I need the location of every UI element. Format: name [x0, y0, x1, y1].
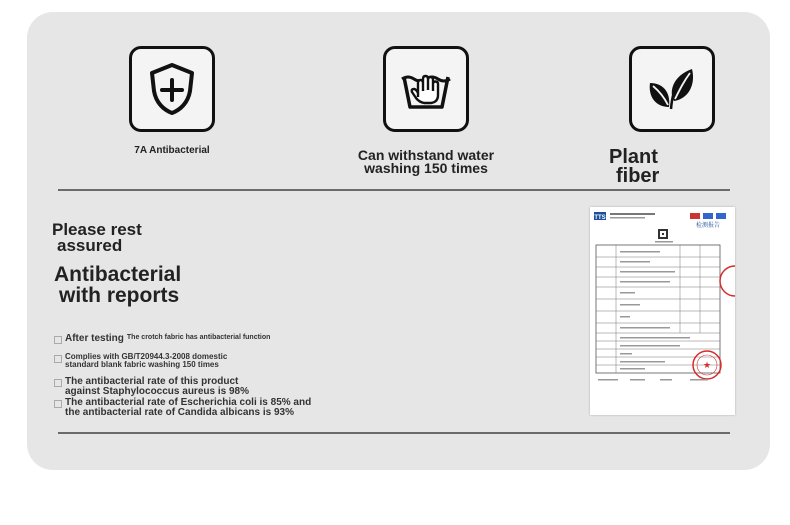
test-notes [54, 332, 364, 418]
feature-label-line: Plant [609, 146, 658, 168]
heading-line: Antibacterial [54, 263, 182, 286]
divider [58, 189, 730, 191]
test-report-image [590, 207, 735, 415]
shield-plus-icon [144, 61, 200, 117]
icon-frame [129, 46, 215, 132]
icon-frame [383, 46, 469, 132]
content-panel [27, 12, 770, 470]
leaf-icon [644, 61, 700, 117]
note-text [65, 377, 249, 397]
heading-rest-assured [52, 222, 142, 254]
feature-label: 7A Antibacterial [134, 145, 210, 156]
icon-frame [629, 46, 715, 132]
bullet-icon [54, 336, 62, 344]
report-document-icon [590, 207, 735, 415]
note-line: the antibacterial rate of Candida albicans is 93% [65, 407, 294, 418]
heading-line: Please rest [52, 220, 142, 239]
feature-antibacterial [82, 46, 262, 156]
note-item [54, 353, 364, 369]
feature-washable [336, 46, 516, 176]
note-line: standard blank fabric washing 150 times [65, 360, 219, 369]
feature-label-line: washing 150 times [364, 160, 488, 177]
heading-with-reports [54, 265, 181, 306]
note-item [54, 377, 364, 397]
svg-text:★: ★ [702, 361, 712, 371]
note-line: against Staphylococcus aureus is 98% [65, 386, 249, 397]
note-line: Complies with GB/T20944.3-2008 domestic [65, 352, 228, 361]
bullet-icon [54, 400, 62, 408]
feature-plant-fiber [582, 46, 762, 186]
note-text [65, 398, 311, 418]
note-text [65, 353, 227, 369]
feature-label [336, 149, 516, 176]
bullet-icon [54, 379, 62, 387]
divider [58, 432, 730, 434]
feature-label-line: fiber [616, 165, 660, 187]
note-line: The antibacterial rate of this product [65, 376, 239, 387]
feature-label-line: Can withstand water [357, 147, 495, 163]
note-item [54, 334, 364, 344]
feature-label [582, 148, 709, 186]
report-title: 检测报告 [695, 222, 721, 229]
note-subtext: The crotch fabric has antibacterial function [126, 334, 271, 341]
hand-wash-icon [398, 61, 454, 117]
heading-line: assured [57, 236, 123, 256]
heading-line: with reports [59, 283, 180, 307]
bullet-icon [54, 355, 62, 363]
note-text: After testing [65, 333, 124, 344]
note-item [54, 398, 364, 418]
note-line: The antibacterial rate of Escherichia coli is 85% and [65, 397, 312, 408]
report-logo: TTS [594, 215, 606, 221]
